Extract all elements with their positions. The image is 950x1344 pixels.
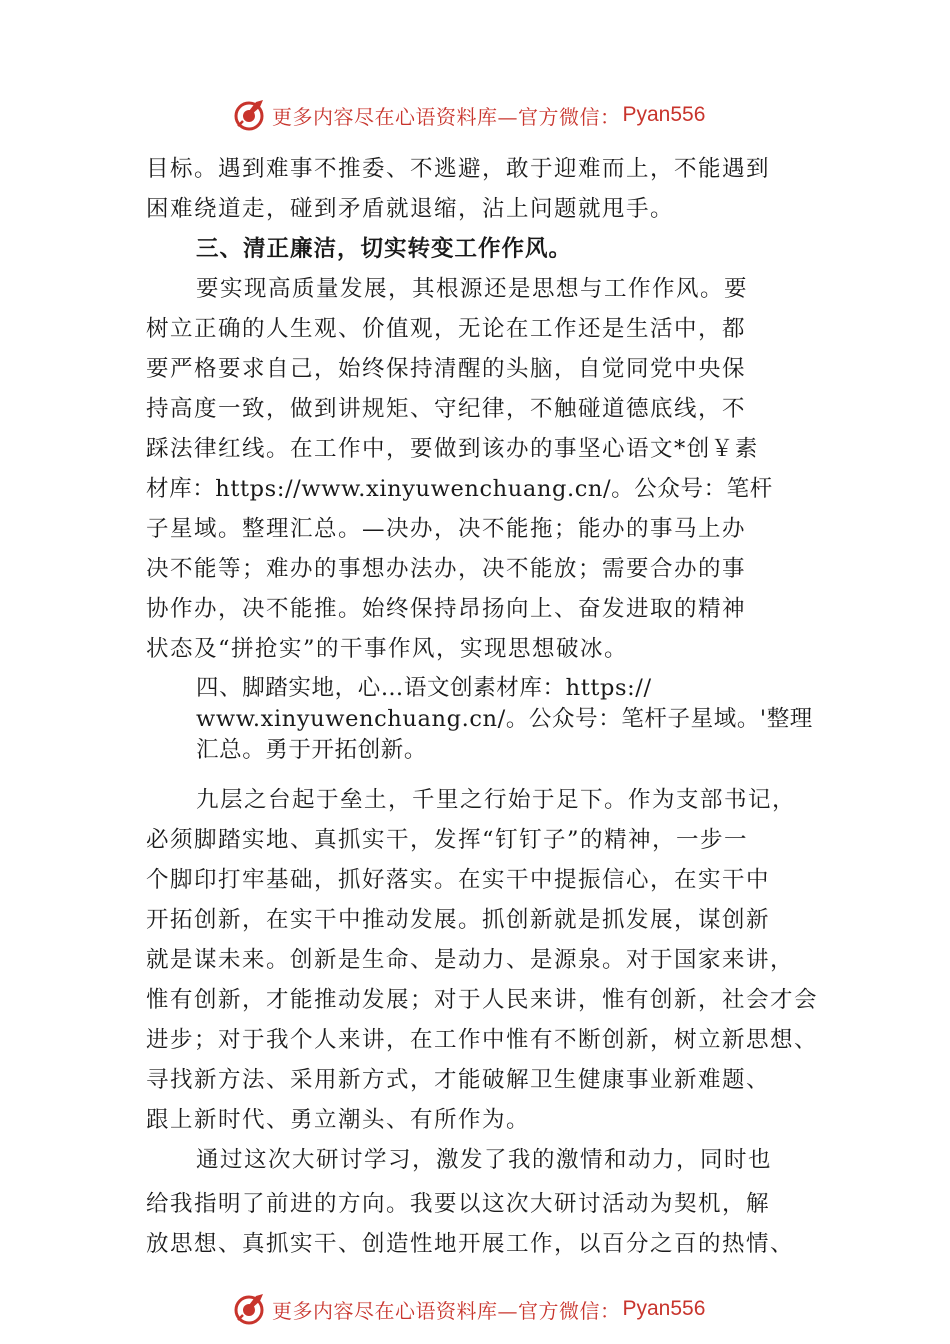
paragraph-line: 树立正确的人生观、价值观，无论在工作还是生活中，都 — [146, 316, 747, 342]
paragraph-line: 材库：https://www.xinyuwenchuang.cn/。公众号：笔杆 — [146, 476, 773, 502]
paragraph-line: 决不能等；难办的事想办法办，决不能放；需要合办的事 — [146, 556, 747, 582]
paragraph-line: 放思想、真抓实干、创造性地开展工作，以百分之百的热情、 — [146, 1231, 795, 1257]
paragraph-line: 协作办，决不能推。始终保持昂扬向上、奋发进取的精神 — [146, 596, 747, 622]
paragraph-line: 必须脚踏实地、真抓实干，发挥“钉钉子”的精神，一步一 — [146, 827, 749, 853]
paragraph-line: 就是谋未来。创新是生命、是动力、是源泉。对于国家来讲， — [146, 947, 795, 973]
paragraph-line: 跟上新时代、勇立潮头、有所作为。 — [146, 1107, 531, 1133]
paragraph-line: 目标。遇到难事不推委、不逃避，敢于迎难而上，不能遇到 — [146, 156, 771, 182]
paragraph-line: 要实现高质量发展，其根源还是思想与工作作风。要 — [196, 276, 749, 302]
paragraph-line: 状态及“拼抢实”的干事作风，实现思想破冰。 — [146, 636, 629, 662]
paragraph-line: 开拓创新，在实干中推动发展。抓创新就是抓发展，谋创新 — [146, 907, 771, 933]
header-watermark-text: 更多内容尽在心语资料库—官方微信： — [272, 104, 621, 129]
section-heading-4-continued: www.xinyuwenchuang.cn/。公众号：笔杆子星域。'整理 — [196, 706, 813, 732]
document-body — [146, 149, 836, 1264]
quill-seal-logo-icon — [232, 1292, 266, 1326]
quill-seal-logo-icon — [232, 98, 266, 132]
paragraph-line: 惟有创新，才能推动发展；对于人民来讲，惟有创新，社会才会 — [146, 987, 819, 1013]
paragraph-line: 寻找新方法、采用新方式，才能破解卫生健康事业新难题、 — [146, 1067, 771, 1093]
paragraph-line: 九层之台起于垒土，千里之行始于足下。作为支部书记， — [196, 787, 797, 813]
section-heading-4: 四、脚踏实地，心…语文创素材库：https:// — [196, 675, 652, 701]
paragraph-line: 要严格要求自己，始终保持清醒的头脑，自觉同党中央保 — [146, 356, 747, 382]
paragraph-line: 通过这次大研讨学习，激发了我的激情和动力，同时也 — [196, 1147, 773, 1173]
header-watermark-banner — [232, 97, 722, 133]
header-watermark-id: Pyan556 — [622, 103, 706, 126]
footer-watermark-text: 更多内容尽在心语资料库—官方微信： — [272, 1298, 621, 1323]
paragraph-line: 困难绕道走，碰到矛盾就退缩，沾上问题就甩手。 — [146, 196, 675, 222]
paragraph-line: 给我指明了前进的方向。我要以这次大研讨活动为契机，解 — [146, 1191, 771, 1217]
paragraph-line: 踩法律红线。在工作中，要做到该办的事坚心语文*创￥素 — [146, 436, 759, 462]
paragraph-line: 进步；对于我个人来讲，在工作中惟有不断创新，树立新思想、 — [146, 1027, 819, 1053]
section-heading-3: 三、清正廉洁，切实转变工作作风。 — [196, 236, 573, 262]
paragraph-line: 子星域。整理汇总。—决办，决不能拖；能办的事马上办 — [146, 516, 747, 542]
footer-watermark-banner — [232, 1291, 722, 1327]
footer-watermark-id: Pyan556 — [622, 1297, 706, 1320]
section-heading-4-continued: 汇总。勇于开拓创新。 — [196, 737, 428, 763]
paragraph-line: 个脚印打牢基础，抓好落实。在实干中提振信心，在实干中 — [146, 867, 771, 893]
paragraph-line: 持高度一致，做到讲规矩、守纪律，不触碰道德底线，不 — [146, 396, 747, 422]
